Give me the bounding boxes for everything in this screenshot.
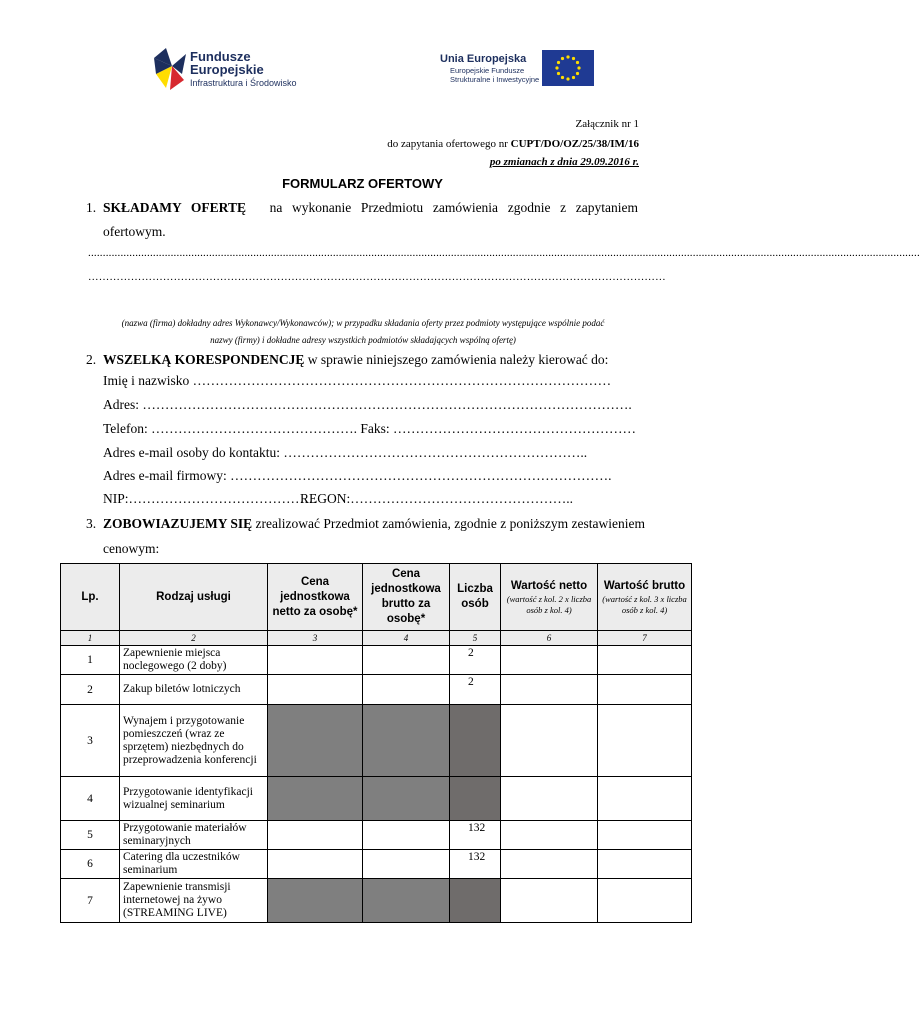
disabled-cell <box>450 777 501 821</box>
row-count: 132 <box>450 850 501 879</box>
disabled-cell <box>268 777 363 821</box>
row-service: Przygotowanie identyfikacji wizualnej seminarium <box>120 777 268 821</box>
nip-field[interactable]: NIP:…………………………………… <box>103 491 318 506</box>
reference-prefix: do zapytania ofertowego nr <box>387 138 511 150</box>
table-row <box>61 821 692 850</box>
header-value-gross <box>598 564 692 631</box>
net-price-cell[interactable] <box>268 646 363 675</box>
regon-field[interactable]: REGON:………………………………………….. <box>300 491 573 506</box>
value-gross-cell[interactable] <box>598 646 692 675</box>
column-index: 2 <box>120 631 268 646</box>
row-service: Zakup biletów lotniczych <box>120 675 268 705</box>
value-net-cell[interactable] <box>501 705 598 777</box>
section-3-number: 3. <box>86 516 97 531</box>
row-lp: 4 <box>61 777 120 821</box>
contact-name-field[interactable]: Imię i nazwisko ………………………………………………………………………………… <box>103 373 612 388</box>
disabled-cell <box>268 705 363 777</box>
eu-flag-icon <box>542 50 594 86</box>
net-price-cell[interactable] <box>268 850 363 879</box>
value-gross-cell[interactable] <box>598 777 692 821</box>
section-3-text-cont: cenowym: <box>103 541 160 556</box>
row-count: 2 <box>450 675 501 705</box>
value-net-cell[interactable] <box>501 821 598 850</box>
section-2-lead: WSZELKĄ KORESPONDENCJĘ <box>103 352 305 367</box>
offerer-name-line-2[interactable]: ……………………………………………………………………………………………………………………………………………… <box>88 272 666 283</box>
header-service: Rodzaj usługi <box>120 564 268 631</box>
fundusze-europejskie-logo <box>152 44 312 94</box>
header-count: Liczba osób <box>450 564 501 631</box>
column-index-row <box>61 631 692 646</box>
section-3-lead: ZOBOWIAZUJEMY SIĘ <box>103 516 253 531</box>
section-2-text: w sprawie niniejszego zamówienia należy kierować do: <box>304 352 609 367</box>
fe-logo-line3: Infrastruktura i Środowisko <box>190 78 297 88</box>
contact-email-field[interactable]: Adres e-mail osoby do kontaktu: ………………………………………………………….. <box>103 445 588 460</box>
table-header-row <box>61 564 692 631</box>
form-title: FORMULARZ OFERTOWY <box>282 176 443 191</box>
gross-price-cell[interactable] <box>363 821 450 850</box>
price-table <box>60 563 692 923</box>
attachment-label: Załącznik nr 1 <box>575 118 639 130</box>
ue-logo-line3: Strukturalne i Inwestycyjne <box>450 75 540 84</box>
gross-price-cell[interactable] <box>363 675 450 705</box>
reference-number: CUPT/DO/OZ/25/38/IM/16 <box>510 138 639 150</box>
column-index: 6 <box>501 631 598 646</box>
disabled-cell <box>363 879 450 923</box>
header-lp: Lp. <box>61 564 120 631</box>
row-count: 2 <box>450 646 501 675</box>
header-value-gross-sub: (wartość z kol. 3 x liczba osób z kol. 4) <box>602 593 687 615</box>
row-service: Przygotowanie materiałów seminaryjnych <box>120 821 268 850</box>
offerer-note-line-1: (nazwa (firma) dokładny adres Wykonawcy/Wykonawców); w przypadku składania oferty przez podmioty występujące wspólnie podać <box>121 318 605 328</box>
section-1-lead: SKŁADAMY OFERTĘ <box>103 200 246 215</box>
header-gross-price: Cena jednostkowa brutto za osobę* <box>363 564 450 631</box>
header-value-net-label: Wartość netto <box>510 579 588 592</box>
section-1-text: na wykonanie Przedmiotu zamówienia zgodnie z zapytaniem <box>269 200 638 215</box>
value-gross-cell[interactable] <box>598 821 692 850</box>
fe-logo-line1: Fundusze <box>190 49 251 64</box>
section-2-number: 2. <box>86 352 97 367</box>
company-email-field[interactable]: Adres e-mail firmowy: …………………………………………………………………………. <box>103 468 612 483</box>
value-gross-cell[interactable] <box>598 705 692 777</box>
section-3-text: zrealizować Przedmiot zamówienia, zgodnie z poniższym zestawieniem <box>252 516 645 531</box>
value-net-cell[interactable] <box>501 777 598 821</box>
net-price-cell[interactable] <box>268 821 363 850</box>
value-net-cell[interactable] <box>501 675 598 705</box>
fe-star-icon <box>152 44 188 94</box>
value-net-cell[interactable] <box>501 879 598 923</box>
table-row <box>61 705 692 777</box>
table-row <box>61 879 692 923</box>
table-row <box>61 850 692 879</box>
value-net-cell[interactable] <box>501 850 598 879</box>
disabled-cell <box>363 777 450 821</box>
row-count: 132 <box>450 821 501 850</box>
row-lp: 5 <box>61 821 120 850</box>
row-service: Catering dla uczestników seminarium <box>120 850 268 879</box>
contact-address-field[interactable]: Adres: ………………………………………………………………………………………………. <box>103 397 632 412</box>
header-value-net <box>501 564 598 631</box>
disabled-cell <box>450 879 501 923</box>
row-lp: 1 <box>61 646 120 675</box>
offerer-name-line-1[interactable]: .......................................................................................................................................................................................................................................................................................... <box>88 247 920 259</box>
row-lp: 6 <box>61 850 120 879</box>
value-net-cell[interactable] <box>501 646 598 675</box>
table-row <box>61 777 692 821</box>
column-index: 7 <box>598 631 692 646</box>
gross-price-cell[interactable] <box>363 850 450 879</box>
value-gross-cell[interactable] <box>598 879 692 923</box>
table-row <box>61 646 692 675</box>
contact-phone-fax-field[interactable]: Telefon: ………………………………………. Faks: ……………………………………………… <box>103 421 637 436</box>
disabled-cell <box>363 705 450 777</box>
value-gross-cell[interactable] <box>598 675 692 705</box>
row-service: Zapewnienie transmisji internetowej na żywo (STREAMING LIVE) <box>120 879 268 923</box>
section-1-number: 1. <box>86 200 97 215</box>
column-index: 5 <box>450 631 501 646</box>
attachment-reference <box>387 138 639 150</box>
column-index: 1 <box>61 631 120 646</box>
ue-logo-line1: Unia Europejska <box>440 53 527 65</box>
net-price-cell[interactable] <box>268 675 363 705</box>
fe-logo-line2: Europejskie <box>190 62 264 77</box>
disabled-cell <box>268 879 363 923</box>
header-value-gross-label: Wartość brutto <box>603 579 686 592</box>
unia-europejska-logo <box>440 50 600 90</box>
header-value-net-sub: (wartość z kol. 2 x liczba osób z kol. 4) <box>506 593 592 615</box>
column-index: 3 <box>268 631 363 646</box>
row-service: Wynajem i przygotowanie pomieszczeń (wraz ze sprzętem) niezbędnych do przeprowadzenia konferencji <box>120 705 268 777</box>
row-lp: 3 <box>61 705 120 777</box>
value-gross-cell[interactable] <box>598 850 692 879</box>
section-1-text-cont: ofertowym. <box>103 224 166 239</box>
ue-logo-line2: Europejskie Fundusze <box>450 66 525 75</box>
table-row <box>61 675 692 705</box>
row-service: Zapewnienie miejsca noclegowego (2 doby) <box>120 646 268 675</box>
offerer-note-line-2: nazwy (firmy) i dokładne adresy wszystkich podmiotów składających wspólną ofertę) <box>210 335 516 345</box>
column-index: 4 <box>363 631 450 646</box>
header-net-price: Cena jednostkowa netto za osobę* <box>268 564 363 631</box>
gross-price-cell[interactable] <box>363 646 450 675</box>
row-lp: 7 <box>61 879 120 923</box>
disabled-cell <box>450 705 501 777</box>
amended-date: po zmianach z dnia 29.09.2016 r. <box>489 156 639 168</box>
row-lp: 2 <box>61 675 120 705</box>
